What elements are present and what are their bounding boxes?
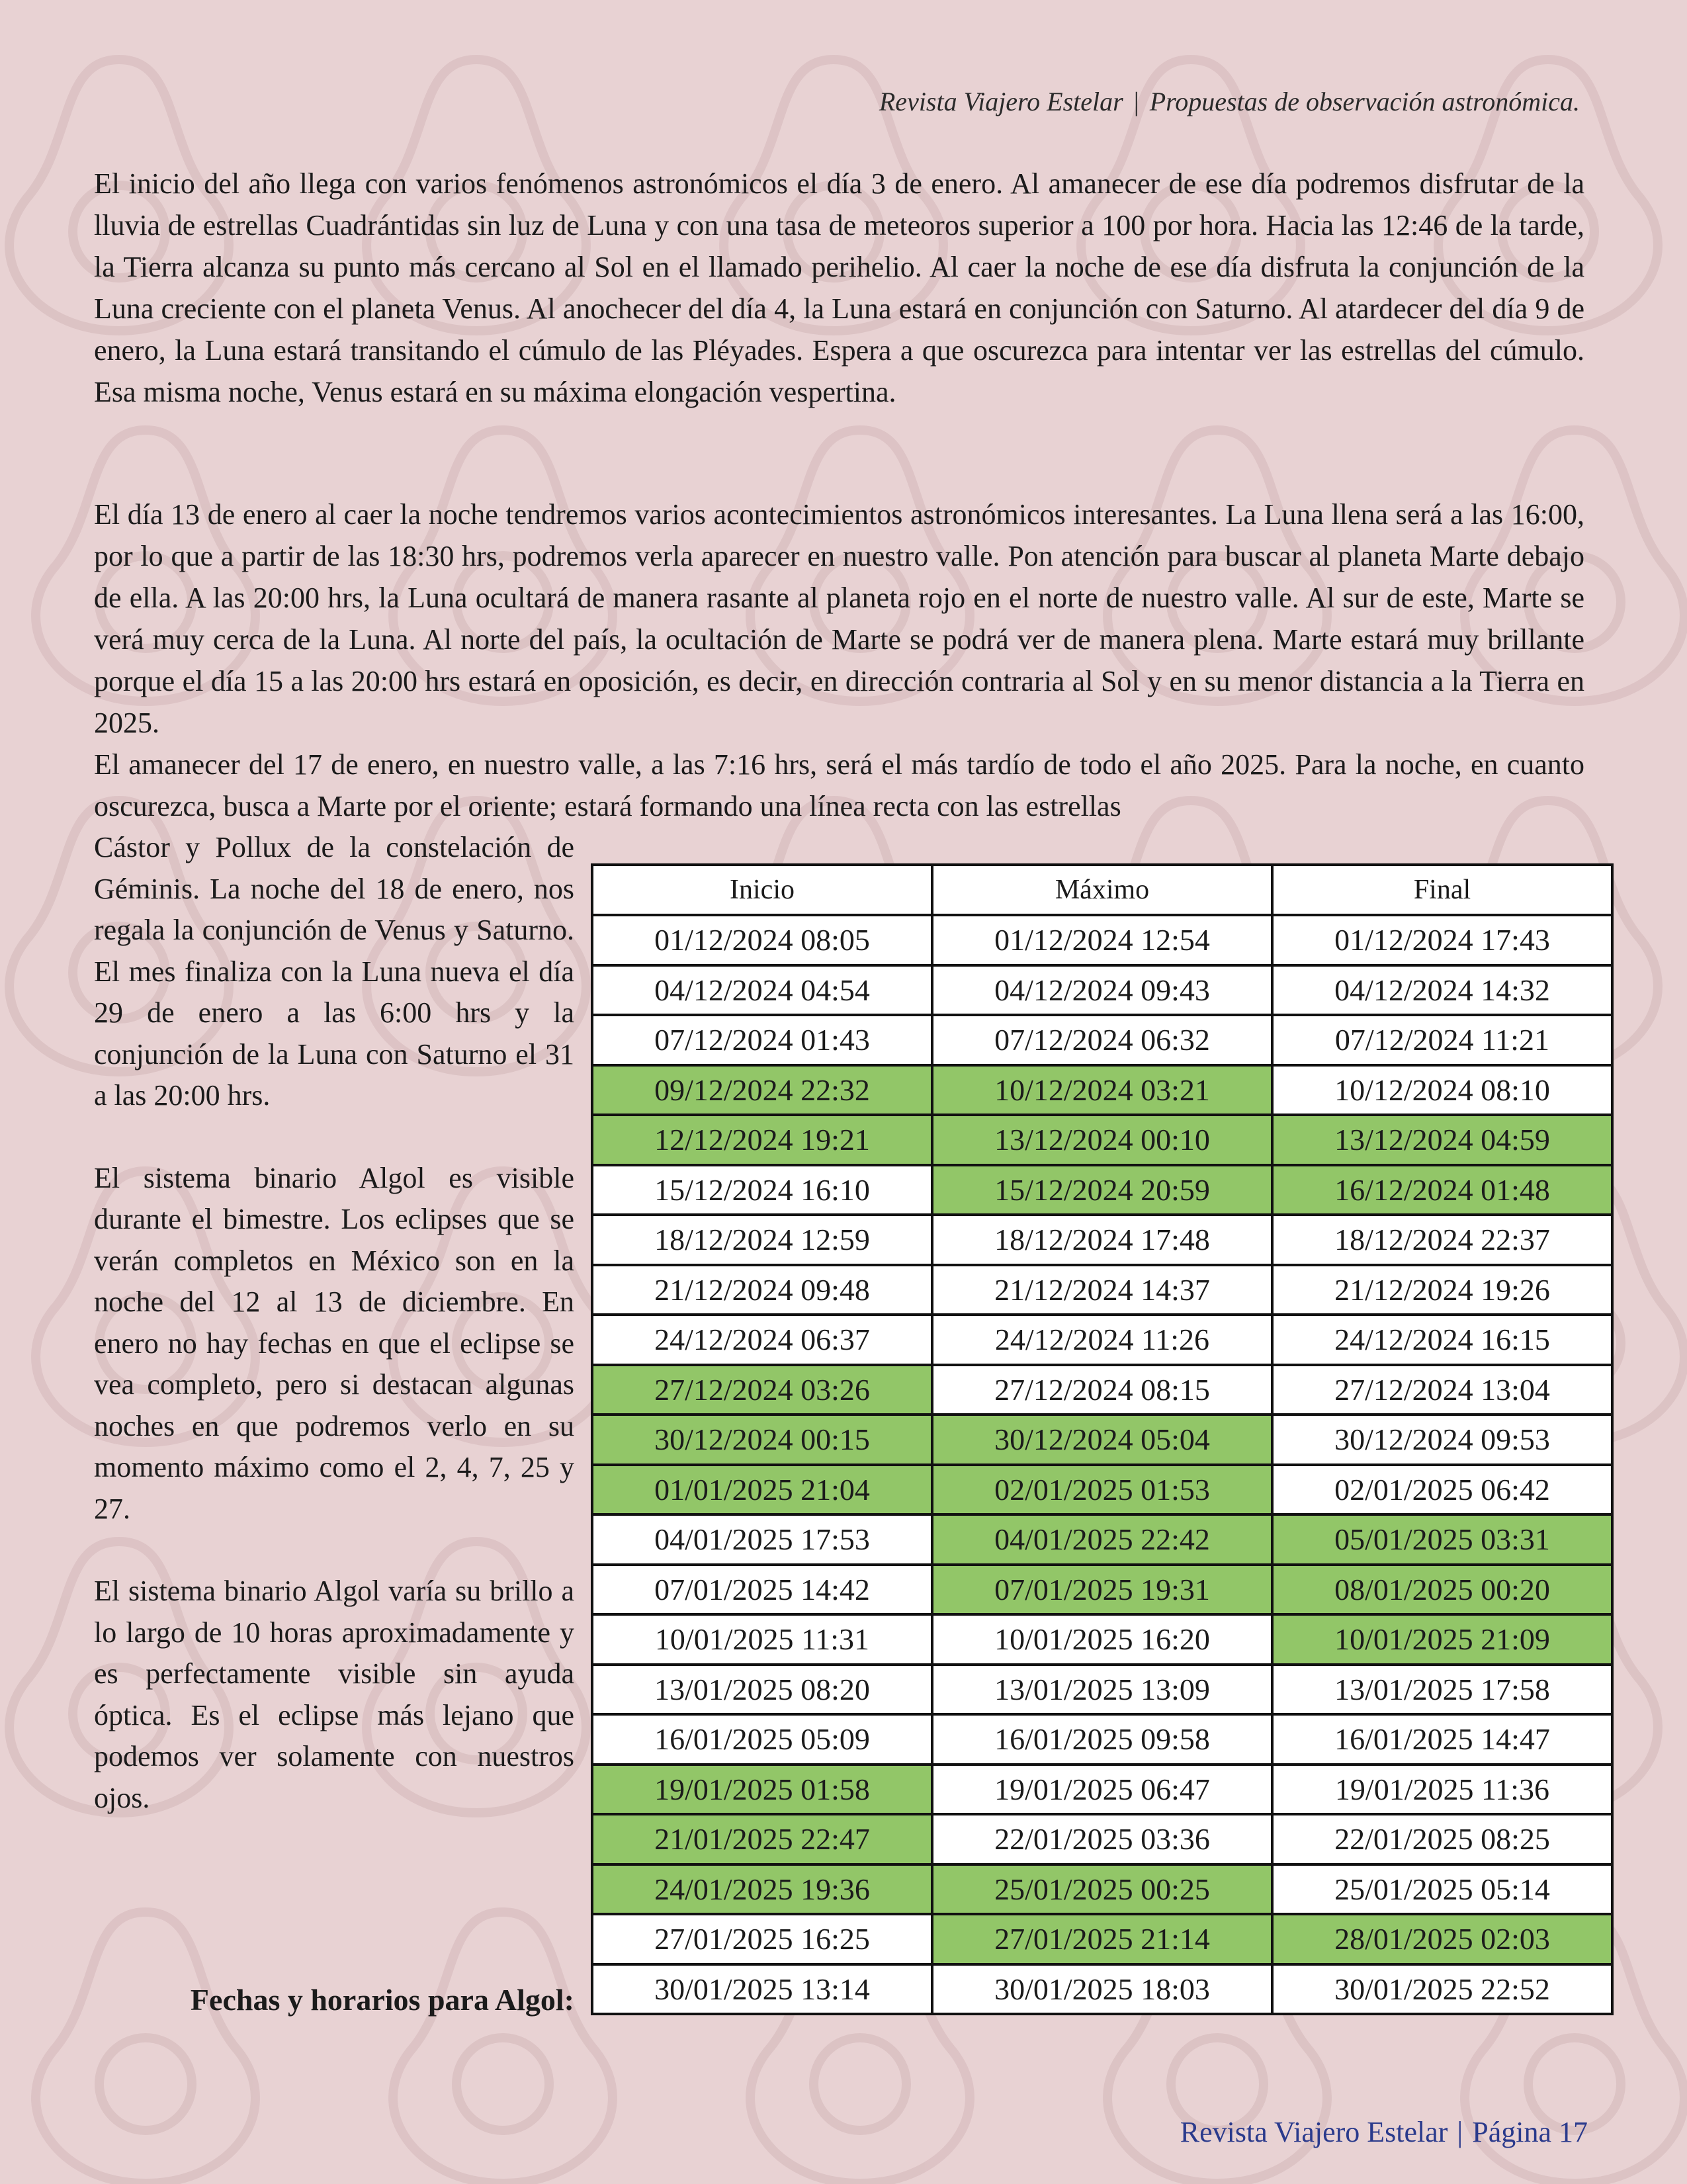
table-row <box>592 1714 1612 1765</box>
table-row <box>592 915 1612 965</box>
cell-maximum: 27/12/2024 08:15 <box>932 1365 1272 1415</box>
paragraph-algol-visibility: El sistema binario Algol es visible durante el bimestre. Los eclipses que se verán completos en México son en la noche del 12 al 13 de diciembre. En enero no hay fechas en que el eclipse se vea completo, pero si destacan algunas noches en que podremos verlo en su momento máximo como el 2, 4, 7, 25 y 27. <box>94 1161 574 1525</box>
cell-maximum: 10/01/2025 16:20 <box>932 1614 1272 1665</box>
cell-maximum: 27/01/2025 21:14 <box>932 1914 1272 1964</box>
cell-end: 02/01/2025 06:42 <box>1272 1465 1612 1515</box>
table-row <box>592 1015 1612 1065</box>
table-body <box>592 915 1612 2014</box>
header-separator: | <box>1133 87 1139 116</box>
cell-start: 30/12/2024 00:15 <box>592 1415 932 1465</box>
watermark-shape <box>456 2038 549 2130</box>
cell-start: 24/12/2024 06:37 <box>592 1315 932 1365</box>
cell-end: 30/01/2025 22:52 <box>1272 1964 1612 2015</box>
cell-start: 04/01/2025 17:53 <box>592 1514 932 1565</box>
table-row <box>592 1814 1612 1864</box>
cell-maximum: 04/12/2024 09:43 <box>932 965 1272 1016</box>
cell-start: 16/01/2025 05:09 <box>592 1714 932 1765</box>
cell-start: 19/01/2025 01:58 <box>592 1765 932 1815</box>
header-section-title: Propuestas de observación astronómica. <box>1149 87 1580 116</box>
cell-end: 28/01/2025 02:03 <box>1272 1914 1612 1964</box>
cell-end: 07/12/2024 11:21 <box>1272 1015 1612 1065</box>
cell-start: 01/12/2024 08:05 <box>592 915 932 965</box>
table-row <box>592 1365 1612 1415</box>
table-header-row <box>592 865 1612 915</box>
cell-end: 10/01/2025 21:09 <box>1272 1614 1612 1665</box>
column-header-maximum: Máximo <box>932 865 1272 915</box>
cell-start: 07/12/2024 01:43 <box>592 1015 932 1065</box>
cell-maximum: 07/01/2025 19:31 <box>932 1565 1272 1615</box>
table-row <box>592 1215 1612 1265</box>
cell-end: 13/12/2024 04:59 <box>1272 1115 1612 1165</box>
watermark-shape <box>36 1912 255 2183</box>
table-row <box>592 1115 1612 1165</box>
table-row <box>592 1864 1612 1915</box>
cell-maximum: 10/12/2024 03:21 <box>932 1065 1272 1115</box>
table-row <box>592 1964 1612 2015</box>
cell-maximum: 24/12/2024 11:26 <box>932 1315 1272 1365</box>
table-row <box>592 1914 1612 1964</box>
table-row <box>592 1315 1612 1365</box>
cell-maximum: 25/01/2025 00:25 <box>932 1864 1272 1915</box>
cell-start: 30/01/2025 13:14 <box>592 1964 932 2015</box>
table-row <box>592 1765 1612 1815</box>
table-row <box>592 1265 1612 1315</box>
cell-start: 07/01/2025 14:42 <box>592 1565 932 1615</box>
paragraph-january-17: El amanecer del 17 de enero, en nuestro valle, a las 7:16 hrs, será el más tardío de todo el año 2025. Para la noche, en cuanto oscurezca, busca a Marte por el oriente; estará formando una línea recta con las estrellas <box>94 748 1584 822</box>
watermark-shape <box>393 1912 613 2183</box>
cell-maximum: 15/12/2024 20:59 <box>932 1165 1272 1215</box>
paragraph-january-start: El inicio del año llega con varios fenómenos astronómicos el día 3 de enero. Al amanecer de ese día podremos disfrutar de la lluvia de estrellas Cuadrántidas sin luz de Luna y con una tasa de meteoros superior a 100 por hora. Hacia las 12:46 de la tarde, la Tierra alcanza su punto más cercano al Sol en el llamado perihelio. Al caer la noche de ese día disfruta la conjunción de la Luna creciente con el planeta Venus. Al anochecer del día 4, la Luna estará en conjunción con Saturno. Al atardecer del día 9 de enero, la Luna estará transitando el cúmulo de las Pléyades. Espera a que oscurezca para intentar ver las estrellas del cúmulo. Esa misma noche, Venus estará en su máxima elongación vespertina. <box>94 167 1584 408</box>
watermark-shape <box>814 2038 906 2130</box>
cell-end: 16/01/2025 14:47 <box>1272 1714 1612 1765</box>
watermark-shape <box>99 2038 192 2130</box>
cell-end: 16/12/2024 01:48 <box>1272 1165 1612 1215</box>
cell-end: 08/01/2025 00:20 <box>1272 1565 1612 1615</box>
paragraph-january-13: El día 13 de enero al caer la noche tendremos varios acontecimientos astronómicos interesantes. La Luna llena será a las 16:00, por lo que a partir de las 18:30 hrs, podremos verla aparecer en nuestro valle. Pon atención para buscar al planeta Marte debajo de ella. A las 20:00 hrs, la Luna ocultará de manera rasante al planeta rojo en el norte de nuestro valle. Al sur de este, Marte se verá muy cerca de la Luna. Al norte del país, la ocultación de Marte se podrá ver de manera plena. Marte estará muy brillante porque el día 15 a las 20:00 hrs estará en oposición, es decir, en dirección contraria al Sol y en su menor distancia a la Tierra en 2025. <box>94 498 1584 739</box>
table-row <box>592 1165 1612 1215</box>
cell-start: 12/12/2024 19:21 <box>592 1115 932 1165</box>
table-row <box>592 1614 1612 1665</box>
cell-end: 27/12/2024 13:04 <box>1272 1365 1612 1415</box>
table-row <box>592 1565 1612 1615</box>
header-magazine-name: Revista Viajero Estelar <box>879 87 1123 116</box>
cell-end: 01/12/2024 17:43 <box>1272 915 1612 965</box>
cell-end: 10/12/2024 08:10 <box>1272 1065 1612 1115</box>
cell-start: 27/12/2024 03:26 <box>592 1365 932 1415</box>
cell-maximum: 16/01/2025 09:58 <box>932 1714 1272 1765</box>
cell-start: 15/12/2024 16:10 <box>592 1165 932 1215</box>
algol-eclipse-table <box>591 863 1614 2015</box>
cell-end: 13/01/2025 17:58 <box>1272 1665 1612 1715</box>
table-row <box>592 965 1612 1016</box>
footer-separator: | <box>1457 2116 1463 2148</box>
cell-start: 27/01/2025 16:25 <box>592 1914 932 1964</box>
column-header-start: Inicio <box>592 865 932 915</box>
cell-start: 21/12/2024 09:48 <box>592 1265 932 1315</box>
cell-maximum: 21/12/2024 14:37 <box>932 1265 1272 1315</box>
cell-start: 09/12/2024 22:32 <box>592 1065 932 1115</box>
cell-maximum: 07/12/2024 06:32 <box>932 1015 1272 1065</box>
footer-magazine-name: Revista Viajero Estelar <box>1180 2116 1448 2148</box>
cell-maximum: 22/01/2025 03:36 <box>932 1814 1272 1864</box>
page-footer <box>1180 2115 1588 2149</box>
cell-end: 04/12/2024 14:32 <box>1272 965 1612 1016</box>
cell-maximum: 30/12/2024 05:04 <box>932 1415 1272 1465</box>
cell-maximum: 18/12/2024 17:48 <box>932 1215 1272 1265</box>
table-row <box>592 1065 1612 1115</box>
cell-maximum: 19/01/2025 06:47 <box>932 1765 1272 1815</box>
cell-end: 30/12/2024 09:53 <box>1272 1415 1612 1465</box>
cell-end: 21/12/2024 19:26 <box>1272 1265 1612 1315</box>
cell-end: 25/01/2025 05:14 <box>1272 1864 1612 1915</box>
cell-start: 24/01/2025 19:36 <box>592 1864 932 1915</box>
cell-maximum: 01/12/2024 12:54 <box>932 915 1272 965</box>
cell-end: 18/12/2024 22:37 <box>1272 1215 1612 1265</box>
cell-start: 01/01/2025 21:04 <box>592 1465 932 1515</box>
cell-maximum: 13/01/2025 13:09 <box>932 1665 1272 1715</box>
cell-end: 22/01/2025 08:25 <box>1272 1814 1612 1864</box>
page-header <box>879 86 1580 117</box>
cell-start: 18/12/2024 12:59 <box>592 1215 932 1265</box>
paragraph-gemini-conjunctions: Cástor y Pollux de la constelación de Géminis. La noche del 18 de enero, nos regala la conjunción de Venus y Saturno. El mes finaliza con la Luna nueva el día 29 de enero a las 6:00 hrs y la conjunción de la Luna con Saturno el 31 a las 20:00 hrs. <box>94 831 574 1112</box>
algol-table-caption: Fechas y horarios para Algol: <box>190 1983 574 2017</box>
footer-page-number: Página 17 <box>1472 2116 1588 2148</box>
cell-end: 19/01/2025 11:36 <box>1272 1765 1612 1815</box>
cell-start: 13/01/2025 08:20 <box>592 1665 932 1715</box>
table-row <box>592 1665 1612 1715</box>
cell-start: 10/01/2025 11:31 <box>592 1614 932 1665</box>
cell-maximum: 30/01/2025 18:03 <box>932 1964 1272 2015</box>
table-row <box>592 1415 1612 1465</box>
cell-start: 04/12/2024 04:54 <box>592 965 932 1016</box>
column-header-end: Final <box>1272 865 1612 915</box>
cell-maximum: 02/01/2025 01:53 <box>932 1465 1272 1515</box>
table-row <box>592 1465 1612 1515</box>
cell-end: 24/12/2024 16:15 <box>1272 1315 1612 1365</box>
cell-start: 21/01/2025 22:47 <box>592 1814 932 1864</box>
paragraph-algol-brightness: El sistema binario Algol varía su brillo a lo largo de 10 horas aproximadamente y es perfectamente visible sin ayuda óptica. Es el eclipse más lejano que podemos ver solamente con nuestros ojos. <box>94 1575 574 1814</box>
table-row <box>592 1514 1612 1565</box>
cell-end: 05/01/2025 03:31 <box>1272 1514 1612 1565</box>
cell-maximum: 13/12/2024 00:10 <box>932 1115 1272 1165</box>
cell-maximum: 04/01/2025 22:42 <box>932 1514 1272 1565</box>
left-column-text <box>94 827 574 1819</box>
